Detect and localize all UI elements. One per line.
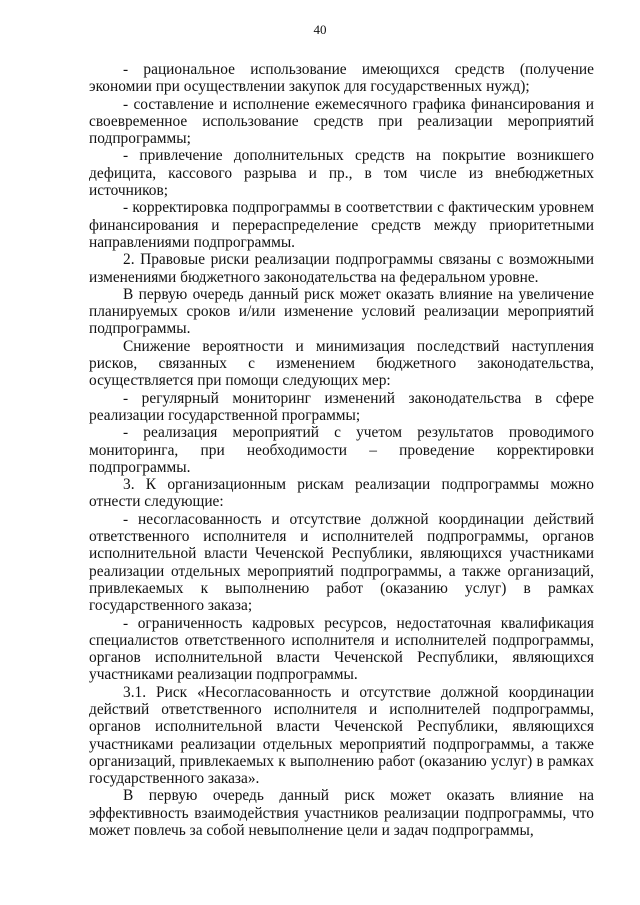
paragraph-legal-measures: - реализация мероприятий с учетом результатов проводимого мониторинга, при необходимости – проведение корректировки подпрограммы. <box>89 424 594 476</box>
paragraph-budget-rational-use: - рациональное использование имеющихся средств (получение экономии при осуществлении закупок для государственных нужд); <box>89 61 594 96</box>
paragraph-legal-monitoring: - регулярный мониторинг изменений законодательства в сфере реализации государственной программы; <box>89 389 594 424</box>
paragraph-budget-additional-funds: - привлечение дополнительных средств на покрытие возникшего дефицита, кассового разрыва и пр., в том числе из внебюджетных источников; <box>89 147 594 200</box>
paragraph-risk-3-1-impact: В первую очередь данный риск может оказать влияние на эффективность взаимодействия участников реализации подпрограммы, что может повлечь за собой невыполнение цели и задач подпрограммы, <box>89 787 594 840</box>
paragraph-org-personnel: - ограниченность кадровых ресурсов, недостаточная квалификация специалистов ответственного исполнителя и исполнителей подпрограммы, органов исполнительной власти Чеченской Республики, являющихся участниками реализации подпрограммы. <box>89 614 594 684</box>
paragraph-organizational-risks: 3. К организационным рискам реализации подпрограммы можно отнести следующие: <box>89 476 594 511</box>
paragraph-legal-risk-mitigation: Снижение вероятности и минимизация последствий наступления рисков, связанных с изменением бюджетного законодательства, осуществляется при помощи следующих мер: <box>89 337 594 390</box>
paragraph-org-coordination: - несогласованность и отсутствие должной координации действий ответственного исполнителя и исполнителей подпрограммы, органов исполнительной власти Чеченской Республики, являющихся участниками реализации отдельных мероприятий подпрограммы, а также организаций, привлекаемых к выполнению работ (оказанию услуг) в рамках государственного заказа; <box>89 510 594 615</box>
paragraph-legal-risks: 2. Правовые риски реализации подпрограммы связаны с возможными изменениями бюджетного законодательства на федеральном уровне. <box>89 251 594 286</box>
paragraph-budget-adjustment: - корректировка подпрограммы в соответствии с фактическим уровнем финансирования и перераспределение средств между приоритетными направлениями подпрограммы. <box>89 199 594 251</box>
paragraph-legal-risk-impact: В первую очередь данный риск может оказать влияние на увеличение планируемых сроков и/или изменение условий реализации мероприятий подпрограммы. <box>89 285 594 338</box>
document-body <box>89 61 594 839</box>
paragraph-budget-schedule: - составление и исполнение ежемесячного графика финансирования и своевременное использование средств при реализации мероприятий подпрограммы; <box>89 95 594 148</box>
paragraph-risk-3-1: 3.1. Риск «Несогласованность и отсутствие должной координации действий ответственного исполнителя и исполнителей подпрограммы, органов исполнительной власти Чеченской Республики, являющихся участниками реализации отдельных мероприятий подпрограммы, а также организаций, привлекаемых к выполнению работ (оказанию услуг) в рамках государственного заказа». <box>89 683 594 788</box>
page-number: 40 <box>313 22 327 37</box>
